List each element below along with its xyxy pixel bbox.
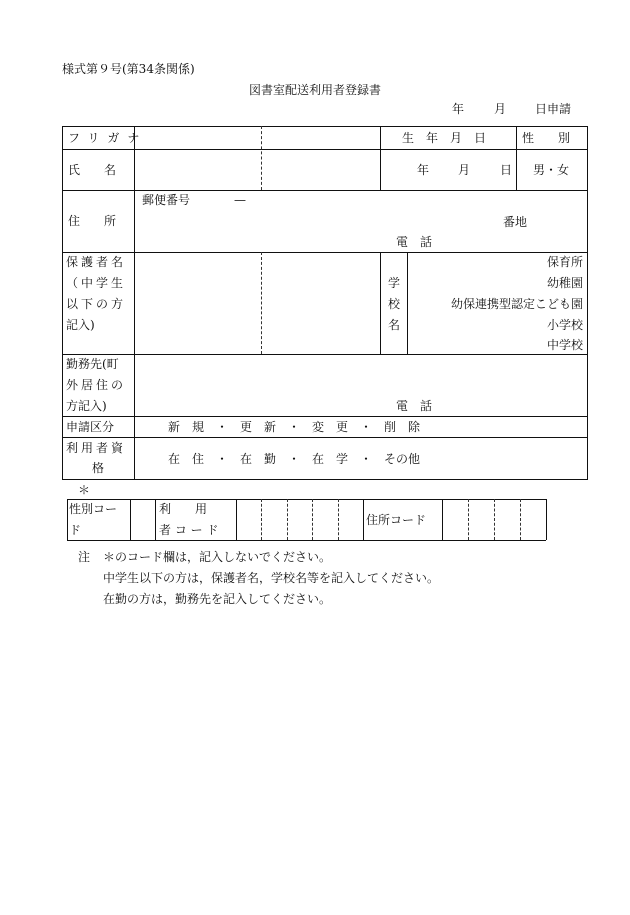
school-type-kindergarten: 幼稚園 bbox=[546, 276, 583, 290]
office-use-asterisk: ＊ bbox=[78, 483, 91, 497]
date-year-label: 年 bbox=[452, 102, 465, 116]
school-type-nursery: 保育所 bbox=[546, 255, 583, 269]
page-title: 図書室配送利用者登録書 bbox=[249, 83, 382, 97]
sex-options: 男・女 bbox=[533, 163, 570, 177]
guardian-label-3: 以下の方 bbox=[66, 297, 127, 311]
apply-type-label: 申請区分 bbox=[66, 420, 115, 434]
sex-code-label-1: 性別コー bbox=[69, 502, 118, 516]
guardian-label-4: 記入) bbox=[66, 318, 95, 332]
school-label-1: 学 bbox=[388, 276, 401, 290]
birth-date-header: 生 年 月 日 bbox=[402, 131, 487, 145]
banchi-label: 番地 bbox=[503, 215, 528, 229]
birth-year-label: 年 bbox=[417, 163, 430, 177]
note-line-1: ＊のコード欄は，記入しないでください。 bbox=[103, 550, 332, 564]
note-line-2: 中学生以下の方は，保護者名，学校名等を記入してください。 bbox=[103, 571, 440, 585]
workplace-label-3: 方記入) bbox=[66, 399, 107, 413]
apply-type-options: 新 規 ・ 更 新 ・ 変 更 ・ 削 除 bbox=[168, 420, 421, 434]
user-code-label-2: 者 コ ー ド bbox=[159, 523, 219, 537]
note-line-3: 在勤の方は，勤務先を記入してください。 bbox=[103, 592, 332, 606]
postal-code-label: 郵便番号 bbox=[142, 193, 191, 207]
workplace-label-1: 勤務先(町 bbox=[66, 357, 119, 371]
note-label: 注 bbox=[78, 550, 91, 564]
date-day-apply-label: 日申請 bbox=[535, 102, 572, 116]
school-type-junior-high: 中学校 bbox=[546, 338, 583, 352]
school-type-elementary: 小学校 bbox=[546, 318, 583, 332]
guardian-label-1: 保護者名 bbox=[66, 255, 127, 269]
postal-dash: — bbox=[234, 193, 246, 207]
birth-month-label: 月 bbox=[458, 163, 471, 177]
sex-code-label-2: ド bbox=[69, 523, 82, 537]
sex-header: 性 別 bbox=[522, 131, 571, 145]
address-phone-label: 電 話 bbox=[396, 235, 433, 249]
workplace-label-2: 外居住の bbox=[66, 378, 127, 392]
user-qualification-label-2: 格 bbox=[92, 461, 105, 475]
guardian-label-2: （中学生 bbox=[66, 276, 127, 290]
name-label: 氏 名 bbox=[68, 163, 117, 177]
user-qualification-options: 在 住 ・ 在 勤 ・ 在 学 ・ その他 bbox=[168, 452, 421, 466]
user-code-label-1: 利 用 bbox=[159, 502, 208, 516]
address-code-label: 住所コード bbox=[366, 513, 427, 527]
school-label-3: 名 bbox=[388, 318, 401, 332]
date-month-label: 月 bbox=[494, 102, 507, 116]
school-label-2: 校 bbox=[388, 297, 401, 311]
birth-day-label: 日 bbox=[500, 163, 513, 177]
school-type-certified-center: 幼保連携型認定こども園 bbox=[450, 297, 583, 311]
address-label: 住 所 bbox=[68, 214, 117, 228]
workplace-phone-label: 電 話 bbox=[396, 399, 433, 413]
user-qualification-label-1: 利用者資 bbox=[66, 441, 127, 455]
furigana-label: フリガナ bbox=[68, 131, 148, 145]
form-number: 様式第９号(第34条関係) bbox=[62, 62, 195, 76]
